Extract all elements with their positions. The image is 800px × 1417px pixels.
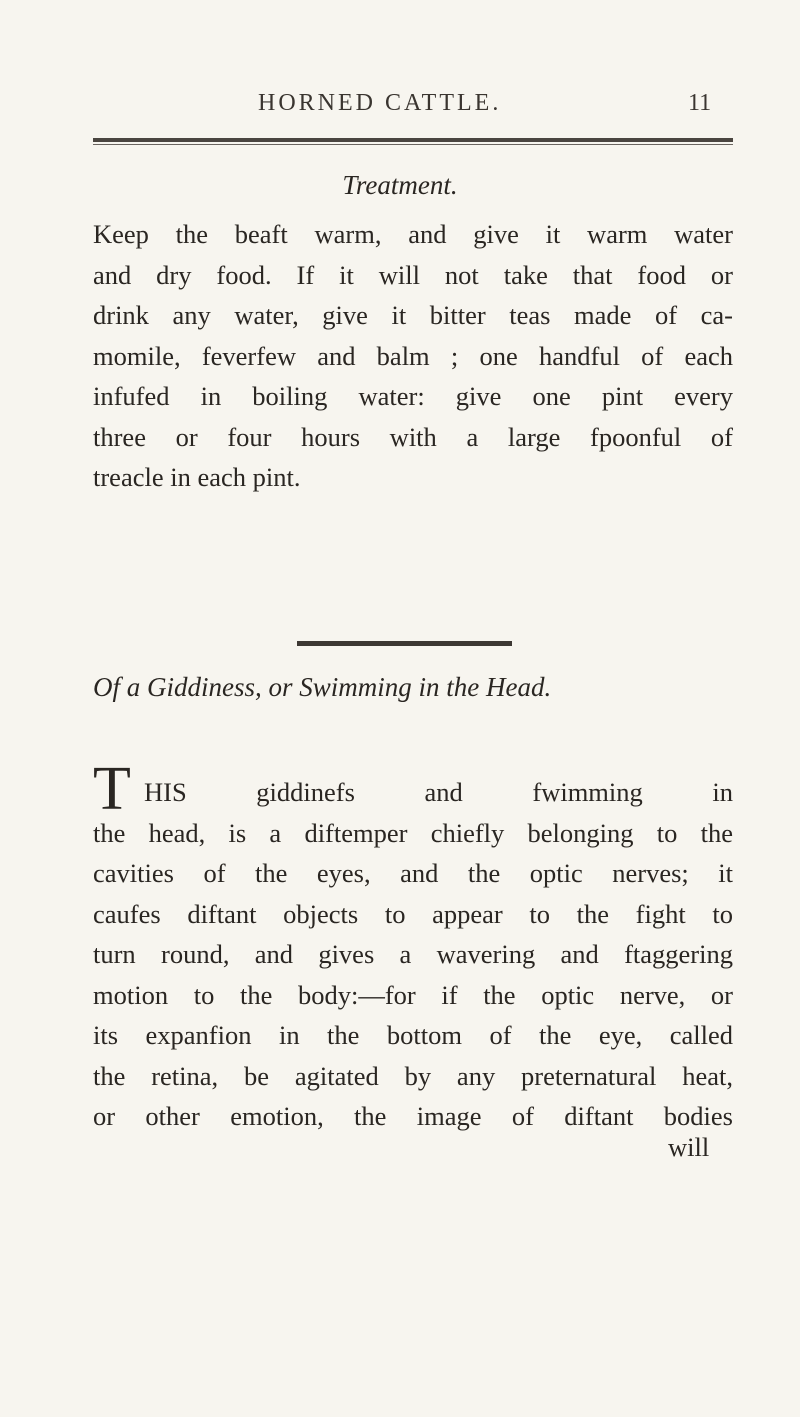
text-line: the head, is a diftemper chiefly belonging to the <box>93 817 733 848</box>
text-line: or other emotion, the image of diftant bodies <box>93 1101 733 1131</box>
header-rule <box>93 138 733 142</box>
page-number: 11 <box>688 90 712 116</box>
section-heading: Treatment. <box>342 170 458 200</box>
giddiness-paragraph <box>93 772 733 1137</box>
text-line: momile, feverfew and balm ; one handful of each <box>93 340 733 371</box>
running-title: HORNED CATTLE. <box>258 90 502 116</box>
text-line: drink any water, give it bitter teas made of ca- <box>93 300 733 330</box>
text-line: the retina, be agitated by any preternatural heat, <box>93 1060 733 1091</box>
text-line: turn round, and gives a wavering and ftaggering <box>93 939 733 969</box>
text-line: Keep the beaft warm, and give it warm water <box>93 219 733 249</box>
treatment-paragraph <box>93 214 733 498</box>
header-rule-thin <box>93 144 733 145</box>
text-line: treacle in each pint. <box>93 462 301 492</box>
text-line: and dry food. If it will not take that food or <box>93 259 733 290</box>
text-line: infufed in boiling water: give one pint every <box>93 381 733 411</box>
text-line: three or four hours with a large fpoonful of <box>93 421 733 452</box>
text-line: its expanfion in the bottom of the eye, called <box>93 1020 733 1050</box>
text-line: caufes diftant objects to appear to the fight to <box>93 898 733 929</box>
section-divider <box>297 641 512 646</box>
text-line: cavities of the eyes, and the optic nerves; it <box>93 858 733 888</box>
text-line: HIS giddinefs and fwimming in <box>144 777 733 807</box>
running-head <box>0 90 800 120</box>
chapter-heading: Of a Giddiness, or Swimming in the Head. <box>93 672 552 702</box>
drop-cap: T <box>93 755 131 823</box>
text-line: motion to the body:—for if the optic nerve, or <box>93 979 733 1010</box>
catchword: will <box>668 1132 710 1162</box>
